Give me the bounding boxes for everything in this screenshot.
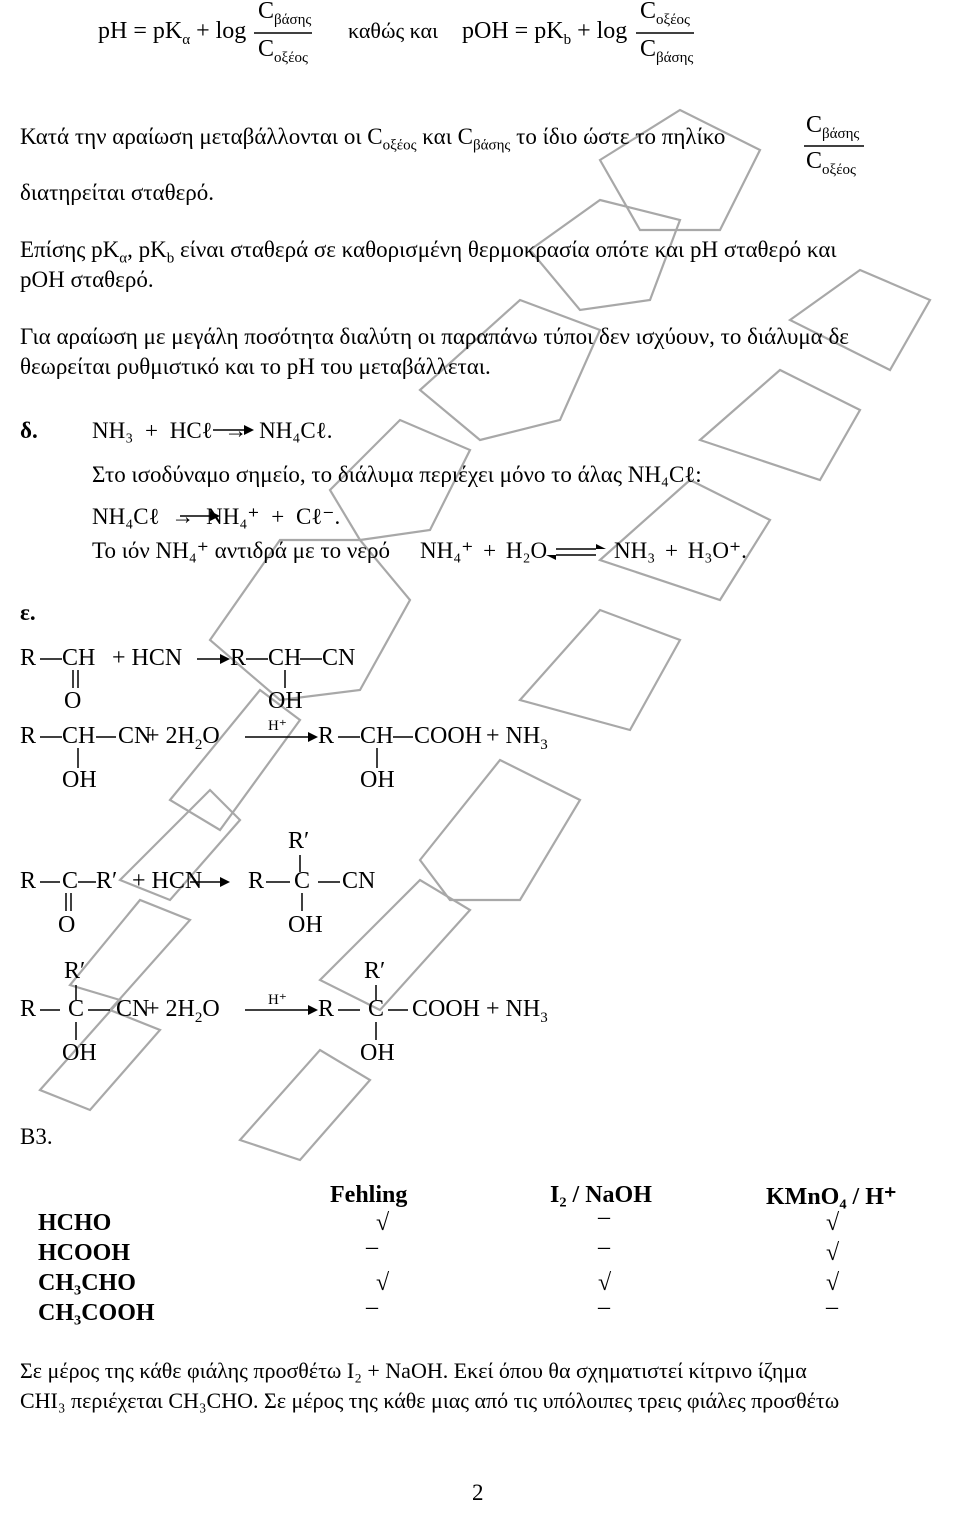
r3-Rprime: R′ — [96, 868, 118, 894]
table-mark: √ — [376, 1210, 390, 1236]
r2-product-R: R — [318, 723, 335, 749]
r1-product-CN: CN — [322, 645, 356, 671]
ratio-numerator: $C_{\beta ά\sigma\eta\varsigma}$ — [806, 112, 860, 142]
delta-hydrolysis-products: NH₃ + H₃O⁺. — [614, 538, 747, 563]
r4-product-NH3: + $NH_3$ — [486, 996, 548, 1026]
formula-poh-numerator: $C_{o\xi έo\varsigma}$ — [640, 0, 690, 28]
r3-plus-hcn: + HCN — [132, 868, 203, 894]
r4-Rprime-2: R′ — [364, 958, 386, 984]
table-row-label: HCOOH — [38, 1240, 131, 1266]
table-mark: √ — [598, 1270, 612, 1296]
r2-OH-1: OH — [62, 767, 97, 793]
paragraph-constants: Επίσης $pK_\alpha$, $pK_b$ είναι σταθερά σε καθορισμένη θερμοκρασία οπότε και pH σταθερό και — [20, 237, 837, 267]
table-mark: √ — [826, 1270, 840, 1296]
r4-R: R — [20, 996, 37, 1022]
r2-R: R — [20, 723, 37, 749]
r4-product-COOH: COOH — [412, 996, 481, 1022]
paragraph-large-dilution-line2: θεωρείται ρυθμιστικό και το pH του μεταβάλλεται. — [20, 354, 491, 379]
table-mark: √ — [826, 1240, 840, 1266]
delta-hydrolysis-reactants: NH₄⁺ + H₂O — [420, 538, 548, 563]
r4-C: C — [68, 996, 85, 1022]
r3-OH: OH — [288, 912, 323, 938]
r3-R: R — [20, 868, 37, 894]
r3-C: C — [62, 868, 79, 894]
formula-poh-denominator: $C_{\beta ά\sigma\eta\varsigma}$ — [640, 36, 694, 66]
table-header-kmno4: KMnO₄ / H⁺ — [766, 1184, 897, 1210]
paragraph-constants-line2: pOH σταθερό. — [20, 267, 154, 292]
r1-OH: OH — [268, 688, 303, 714]
r2-OH-2: OH — [360, 767, 395, 793]
r2-CN: CN — [118, 723, 152, 749]
r3-O: O — [58, 912, 76, 938]
formula-ph-numerator: $C_{\beta ά\sigma\eta\varsigma}$ — [258, 0, 312, 28]
delta-hydrolysis-text: Το ιόν NH₄⁺ αντιδρά με το νερό — [92, 538, 390, 563]
r1-CH: CH — [62, 645, 96, 671]
formula-ph: pH = $pK_\alpha + \log$ — [98, 18, 247, 48]
r3-product-R: R — [248, 868, 265, 894]
formula-poh: pOH = $pK_b + \log$ — [462, 18, 628, 48]
table-header-fehling: Fehling — [330, 1182, 408, 1208]
r2-product-CH: CH — [360, 723, 394, 749]
page-number: 2 — [472, 1480, 484, 1505]
r4-water: + $2H_2O$ — [146, 996, 220, 1026]
table-mark: – — [598, 1294, 610, 1320]
r2-water: + $2H_2O$ — [146, 723, 220, 753]
r2-CH: CH — [62, 723, 96, 749]
paragraph-large-dilution: Για αραίωση με μεγάλη ποσότητα διαλύτη οι παραπάνω τύποι δεν ισχύουν, το διάλυμα δε — [20, 324, 849, 349]
paragraph-test-line2: CHI₃ περιέχεται CH₃CHO. Σε μέρος της κάθε μιας από τις υπόλοιπες τρεις φιάλες προσθέτω — [20, 1388, 840, 1413]
ratio-denominator: $C_{o\xi έo\varsigma}$ — [806, 148, 856, 178]
r2-product-COOH: COOH — [414, 723, 483, 749]
r4-Rprime-1: R′ — [64, 958, 86, 984]
paragraph-test-line1: Σε μέρος της κάθε φιάλης προσθέτω I₂ + NaOH. Εκεί όπου θα σχηματιστεί κίτρινο ίζημα — [20, 1358, 807, 1383]
delta-dissociation: NH₄Cℓ → NH₄⁺ + Cℓ⁻. — [92, 504, 341, 529]
r4-product-C: C — [368, 996, 385, 1022]
r2-product-NH3: + $NH_3$ — [486, 723, 548, 753]
section-epsilon-label: ε. — [20, 600, 36, 625]
r3-product-C: C — [294, 868, 311, 894]
table-row-label: HCHO — [38, 1210, 112, 1236]
section-b3-label: B3. — [20, 1124, 53, 1149]
table-mark: – — [366, 1234, 378, 1260]
delta-equivalence-text: Στο ισοδύναμο σημείο, το διάλυμα περιέχει μόνο το άλας NH₄Cℓ: — [92, 462, 702, 487]
r1-product-R: R — [230, 645, 247, 671]
r3-product-CN: CN — [342, 868, 376, 894]
r3-Rprime-top: R′ — [288, 828, 310, 854]
r4-CN: CN — [116, 996, 150, 1022]
r4-OH-1: OH — [62, 1040, 97, 1066]
r1-R: R — [20, 645, 37, 671]
formula-connector: καθώς και — [348, 18, 438, 43]
r2-catalyst: H⁺ — [268, 718, 287, 734]
table-mark: √ — [826, 1210, 840, 1236]
table-mark: √ — [376, 1270, 390, 1296]
r4-catalyst: H⁺ — [268, 992, 287, 1008]
r1-product-CH: CH — [268, 645, 302, 671]
paragraph-dilution: Κατά την αραίωση μεταβάλλονται οι $C_{o\xi έo\varsigma}$ και $C_{\beta ά\sigma\eta\varsigma}$ το ίδιο ώστε το πηλίκο — [20, 124, 726, 154]
table-mark: – — [598, 1234, 610, 1260]
table-header-iodine-naoh: I₂ / NaOH — [550, 1182, 652, 1208]
section-delta-label: δ. — [20, 418, 38, 443]
delta-reaction-1: NH₃ + HCℓ → NH₄Cℓ. — [92, 418, 333, 443]
table-mark: – — [366, 1294, 378, 1320]
table-row-label: CH₃COOH — [38, 1300, 155, 1326]
table-mark: – — [598, 1204, 610, 1230]
r4-OH-2: OH — [360, 1040, 395, 1066]
r1-plus-hcn: + HCN — [112, 645, 183, 671]
table-row-label: CH₃CHO — [38, 1270, 136, 1296]
paragraph-dilution-line2: διατηρείται σταθερό. — [20, 180, 214, 205]
table-mark: – — [826, 1294, 838, 1320]
r1-O: O — [64, 688, 82, 714]
formula-ph-denominator: $C_{o\xi έo\varsigma}$ — [258, 36, 308, 66]
r4-product-R: R — [318, 996, 335, 1022]
